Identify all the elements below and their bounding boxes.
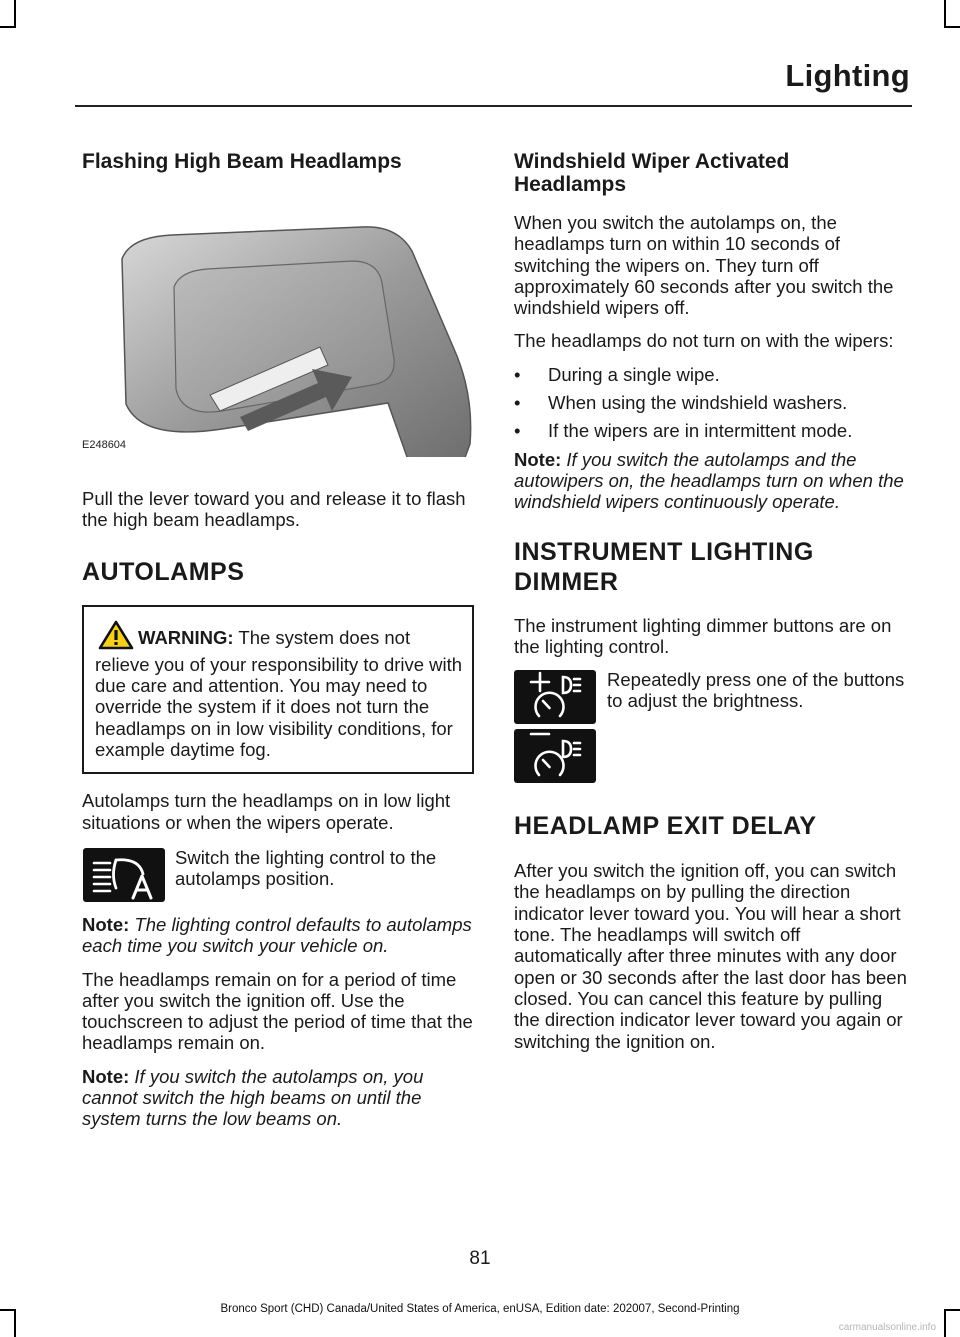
press-buttons-text: Repeatedly press one of the buttons to adjust the brightness. <box>607 669 905 712</box>
dimmer-minus-icon <box>514 729 596 783</box>
note-text: The lighting control defaults to autolamps each time you switch your vehicle on. <box>82 913 472 957</box>
note-text: If you switch the autolamps on, you cannot switch the high beams on until the system turns the low beams on. <box>82 1065 424 1130</box>
note-defaults <box>82 914 474 957</box>
figure-code: E248604 <box>82 439 127 451</box>
note-autowipers <box>514 449 909 513</box>
header-rule <box>75 105 912 107</box>
crop-mark-tr-v <box>944 0 946 26</box>
autolamps-icon-row <box>82 846 474 902</box>
dimmer-heading-line1: INSTRUMENT LIGHTING <box>514 537 814 566</box>
dimmer-icon-row <box>514 670 909 788</box>
note-text: If you switch the autolamps and the autowipers on, the headlamps turn on when the windshield wipers continuously operate. <box>514 448 904 513</box>
flash-paragraph: Pull the lever toward you and release it to flash the high beam headlamps. <box>82 488 466 531</box>
switch-autolamps-text: Switch the lighting control to the autolamps position. <box>175 846 437 890</box>
page-number: 81 <box>469 1248 491 1269</box>
page-title: Lighting <box>785 58 910 93</box>
left-column <box>82 140 474 1130</box>
warning-box <box>82 605 474 775</box>
dimmer-paragraph: The instrument lighting dimmer buttons are on the lighting control. <box>514 614 892 657</box>
list-item: • If the wipers are in intermittent mode. <box>514 420 853 442</box>
bullet-icon: • <box>514 363 521 385</box>
note-label: Note: <box>514 448 562 470</box>
list-item: • During a single wipe. <box>514 363 720 385</box>
watermark: carmanualsonline.info <box>838 1322 936 1333</box>
warning-triangle-icon <box>98 620 134 654</box>
dimmer-heading-line2: DIMMER <box>514 567 619 596</box>
crop-mark-tl-v <box>14 0 16 26</box>
bullet-icon: • <box>514 392 521 414</box>
crop-mark-tr-h <box>944 26 960 28</box>
right-column <box>514 140 909 1052</box>
crop-mark-tl-h <box>0 26 16 28</box>
lever-figure-icon <box>82 189 474 457</box>
wiper-paragraph: When you switch the autolamps on, the headlamps turn on within 10 seconds of switching the wipers on. They turn off approximately 60 seconds after you switch the windshield wipers off. <box>514 212 894 319</box>
wiper-bullet-list <box>514 364 909 442</box>
flashing-high-beam-heading: Flashing High Beam Headlamps <box>82 150 402 173</box>
wiper-headlamps-heading: Windshield Wiper Activated Headlamps <box>514 150 790 196</box>
not-on-paragraph: The headlamps do not turn on with the wipers: <box>514 330 894 352</box>
bullet-icon: • <box>514 420 521 442</box>
note-high-beams <box>82 1066 474 1130</box>
note-label: Note: <box>82 913 130 935</box>
lever-figure <box>82 189 474 457</box>
list-item: • When using the windshield washers. <box>514 392 848 414</box>
autolamps-heading: AUTOLAMPS <box>82 557 245 586</box>
edition-line: Bronco Sport (CHD) Canada/United States of America, enUSA, Edition date: 202007, Second-Printing <box>220 1303 740 1315</box>
warning-text: The system does not relieve you of your responsibility to drive with due care and attention. You may need to override the system if it does not turn the headlamps on in low visibility conditions, for example daytime fog. <box>95 626 463 761</box>
autolamps-paragraph: Autolamps turn the headlamps on in low light situations or when the wipers operate. <box>82 790 451 833</box>
exit-delay-heading: HEADLAMP EXIT DELAY <box>514 812 817 841</box>
note-label: Note: <box>82 1065 130 1087</box>
exit-delay-paragraph: After you switch the ignition off, you can switch the headlamps on by pulling the direction indicator lever toward you. You will hear a short tone. The headlamps will switch off automatically after three minutes with any door open or 30 seconds after the last door has been closed. You can cancel this feature by pulling the direction indicator lever toward you again or switching the ignition on. <box>514 860 907 1052</box>
dimmer-plus-icon <box>514 670 596 724</box>
remain-paragraph: The headlamps remain on for a period of time after you switch the ignition off. Use the touchscreen to adjust the period of time that the headlamps remain on. <box>82 968 473 1054</box>
warning-label: WARNING: <box>138 626 234 648</box>
autolamps-icon <box>83 848 165 902</box>
